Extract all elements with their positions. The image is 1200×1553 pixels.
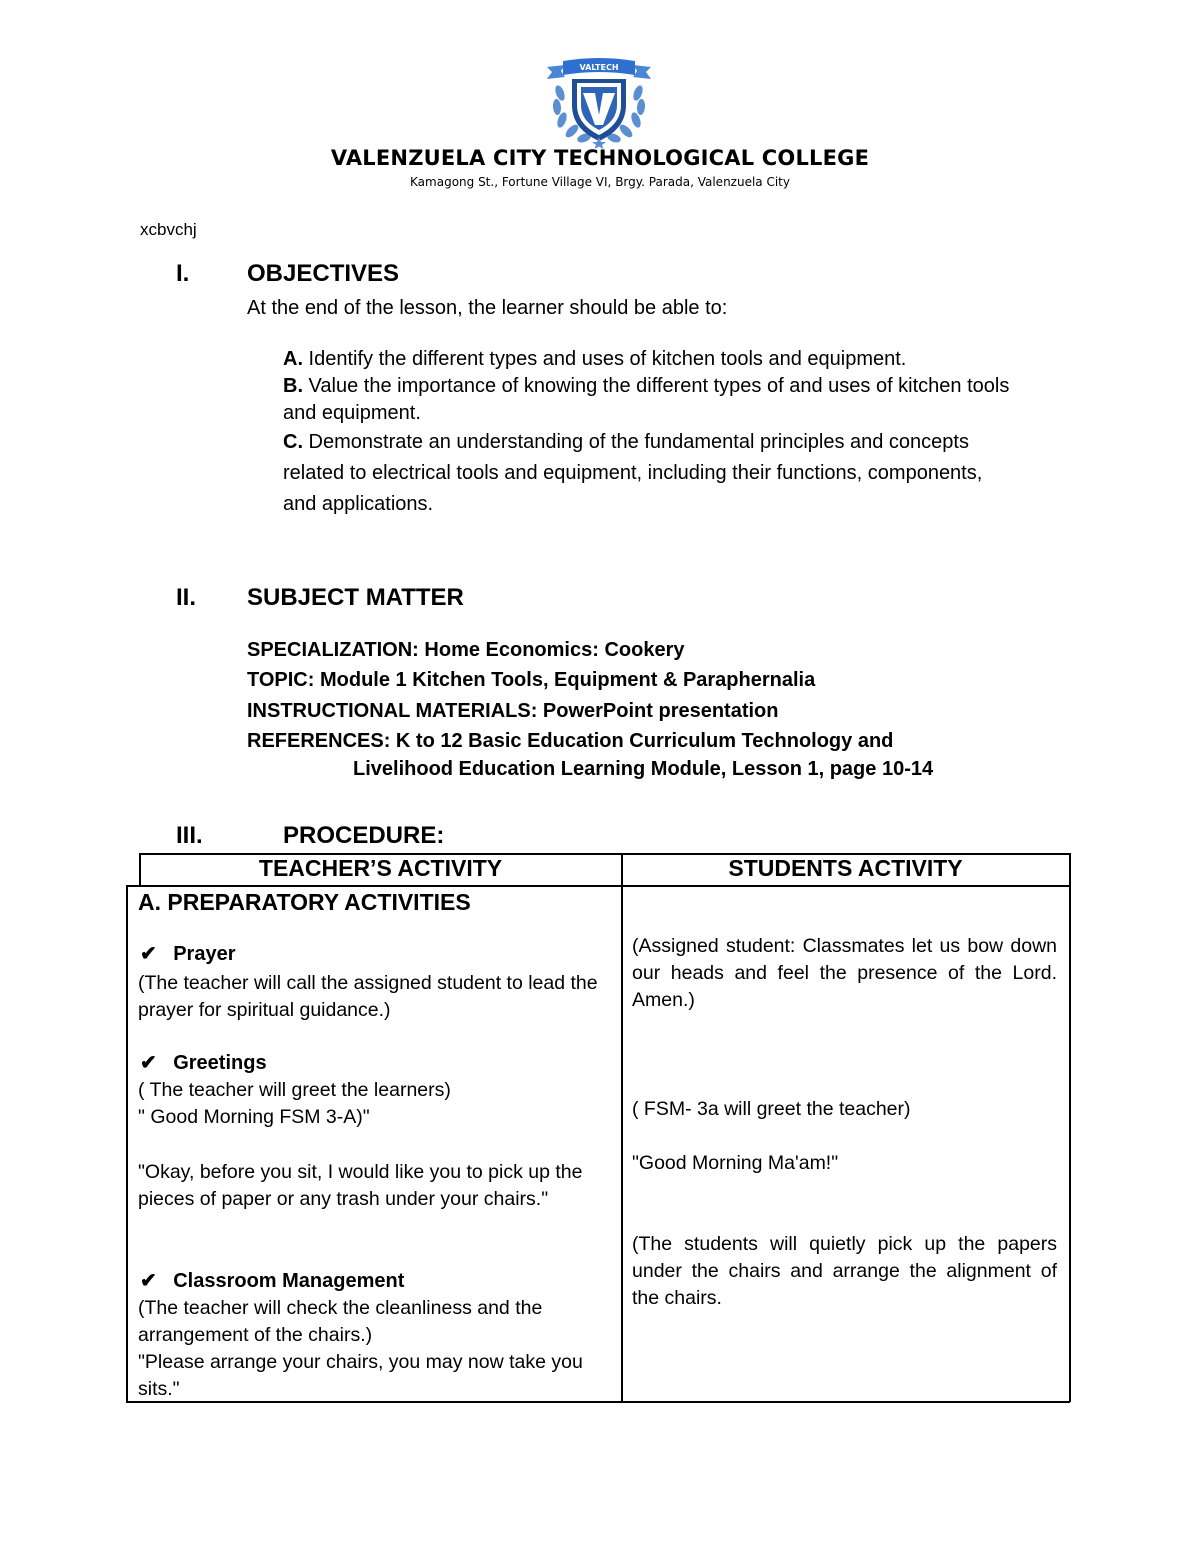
- column-header-students: STUDENTS ACTIVITY: [728, 855, 963, 881]
- specialization: SPECIALIZATION: Home Economics: Cookery: [247, 639, 685, 661]
- school-name: VALENZUELA CITY TECHNOLOGICAL COLLEGE: [330, 146, 870, 170]
- stray-text: xcbvchj: [140, 220, 197, 239]
- greetings-teacher-line-2: " Good Morning FSM 3-A)": [138, 1106, 370, 1128]
- objectives-intro: At the end of the lesson, the learner should be able to:: [247, 297, 728, 319]
- check-icon: ✔: [140, 1270, 157, 1292]
- references-line-2: Livelihood Education Learning Module, Lesson 1, page 10-14: [353, 758, 934, 780]
- greetings-student-line-1: ( FSM- 3a will greet the teacher): [632, 1098, 911, 1120]
- topic: TOPIC: Module 1 Kitchen Tools, Equipment & Paraphernalia: [247, 669, 816, 691]
- svg-text:VALTECH: VALTECH: [579, 63, 619, 72]
- references-line-1: REFERENCES: K to 12 Basic Education Curriculum Technology and: [247, 730, 894, 752]
- section-title-objectives: OBJECTIVES: [247, 260, 400, 287]
- preparatory-activities-title: A. PREPARATORY ACTIVITIES: [138, 889, 471, 915]
- prayer-heading: ✔ Prayer: [140, 943, 236, 965]
- objective-item: A. Identify the different types and uses of kitchen tools and equipment.: [283, 348, 907, 370]
- objective-item: B. Value the importance of knowing the different types of and uses of kitchen tools and equipment.: [283, 375, 1010, 424]
- check-icon: ✔: [140, 1052, 157, 1074]
- school-address: Kamagong St., Fortune Village VI, Brgy. Parada, Valenzuela City: [410, 175, 790, 189]
- school-logo: [543, 57, 655, 149]
- greetings-teacher-line-1: ( The teacher will greet the learners): [138, 1079, 451, 1101]
- prayer-student-text: (Assigned student: Classmates let us bow down our heads and feel the presence of the Lord. Amen.): [632, 935, 1057, 1011]
- classroom-management-heading: ✔ Classroom Management: [140, 1270, 405, 1292]
- section-title-subject: SUBJECT MATTER: [247, 584, 464, 611]
- check-icon: ✔: [140, 943, 157, 965]
- section-number-procedure: III.: [176, 822, 203, 849]
- instructional-materials: INSTRUCTIONAL MATERIALS: PowerPoint presentation: [247, 700, 779, 722]
- objective-item: C. Demonstrate an understanding of the fundamental principles and concepts related to electrical tools and equipment, including their functions, components, and applications.: [283, 431, 983, 515]
- classroom-teacher-line-1: (The teacher will check the cleanliness and the arrangement of the chairs.): [138, 1297, 543, 1346]
- greetings-student-line-2: "Good Morning Ma'am!": [632, 1152, 839, 1174]
- objectives-list: [283, 346, 1023, 520]
- section-number-objectives: I.: [176, 260, 190, 287]
- greetings-heading: ✔ Greetings: [140, 1052, 267, 1074]
- prayer-teacher-text: (The teacher will call the assigned student to lead the prayer for spiritual guidance.): [138, 972, 598, 1021]
- classroom-student-text: (The students will quietly pick up the papers under the chairs and arrange the alignment of the chairs.: [632, 1233, 1057, 1309]
- section-number-subject: II.: [176, 584, 197, 611]
- classroom-teacher-line-2: "Please arrange your chairs, you may now take you sits.": [138, 1351, 583, 1400]
- section-title-procedure: PROCEDURE:: [283, 822, 445, 849]
- column-header-teacher: TEACHER’S ACTIVITY: [258, 855, 503, 881]
- greetings-teacher-line-3: "Okay, before you sit, I would like you to pick up the pieces of paper or any trash under your chairs.": [138, 1161, 583, 1210]
